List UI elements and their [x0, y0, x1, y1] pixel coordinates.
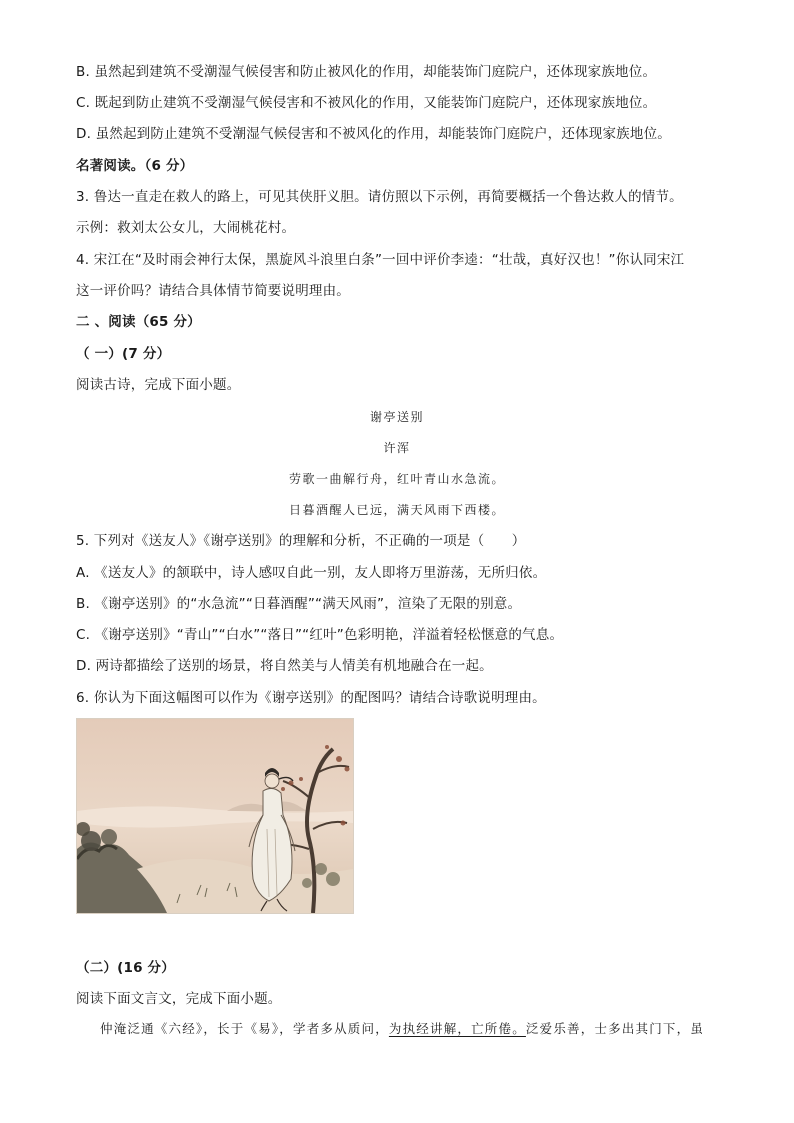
question-4-line1: 4. 宋江在“及时雨会神行太保，黑旋风斗浪里白条”一回中评价李逵：“壮哉，真好汉也！”你认同宋江: [76, 252, 685, 268]
q5-option-c: C. 《谢亭送别》“青山”“白水”“落日”“红叶”色彩明艳，洋溢着轻松惬意的气息。: [76, 627, 564, 643]
part-1-heading: （ 一）(7 分）: [76, 346, 171, 362]
painting-image: [77, 719, 353, 913]
example-text: 示例：救刘太公女儿，大闹桃花村。: [76, 220, 296, 236]
q5-option-a: A. 《送友人》的颔联中，诗人感叹自此一别，友人即将万里游荡，无所归依。: [76, 565, 547, 581]
option-c: C. 既起到防止建筑不受潮湿气候侵害和不被风化的作用，又能装饰门庭院户，还体现家族地位。: [76, 95, 657, 111]
poem-title: 谢亭送别: [369, 410, 424, 424]
famous-reading-heading: 名著阅读。（6 分）: [76, 158, 194, 174]
question-4-line2: 这一评价吗？请结合具体情节简要说明理由。: [76, 283, 350, 299]
part-1-instruction: 阅读古诗，完成下面小题。: [76, 377, 241, 393]
option-d: D. 虽然起到防止建筑不受潮湿气候侵害和不被风化的作用，却能装饰门庭院户，还体现家族地位。: [76, 126, 671, 142]
poem-line-1: 劳歌一曲解行舟，红叶青山水急流。: [288, 472, 505, 486]
part-2-instruction: 阅读下面文言文，完成下面小题。: [76, 991, 282, 1007]
poem-line-2: 日暮酒醒人已远，满天风雨下西楼。: [288, 503, 505, 517]
option-b: B. 虽然起到建筑不受潮湿气候侵害和防止被风化的作用，却能装饰门庭院户，还体现家族地位。: [76, 64, 657, 80]
classical-text-part2: 泛爱乐善，士多出其门下，虽: [525, 1021, 705, 1036]
poem-author: 许浑: [383, 441, 411, 455]
q5-option-d: D. 两诗都描绘了送别的场景，将自然美与人情美有机地融合在一起。: [76, 658, 493, 674]
question-6: 6. 你认为下面这幅图可以作为《谢亭送别》的配图吗？请结合诗歌说明理由。: [76, 690, 546, 706]
classical-text-underlined: 为执经讲解，亡所倦。: [388, 1021, 526, 1036]
question-3: 3. 鲁达一直走在救人的路上，可见其侠肝义胆。请仿照以下示例，再简要概括一个鲁达救人的情节。: [76, 189, 683, 205]
poem-illustration: [76, 718, 354, 914]
question-5: 5. 下列对《送友人》《谢亭送别》的理解和分析，不正确的一项是（ ）: [76, 533, 526, 549]
q5-option-b: B. 《谢亭送别》的“水急流”“日暮酒醒”“满天风雨”，渲染了无限的别意。: [76, 596, 522, 612]
part-2-heading: （二）(16 分）: [76, 960, 175, 976]
section-2-heading: 二 、阅读（65 分）: [76, 314, 201, 330]
classical-text-line: [100, 1020, 704, 1038]
classical-text-part1: 仲淹泛通《六经》，长于《易》，学者多从质问，: [100, 1021, 389, 1036]
